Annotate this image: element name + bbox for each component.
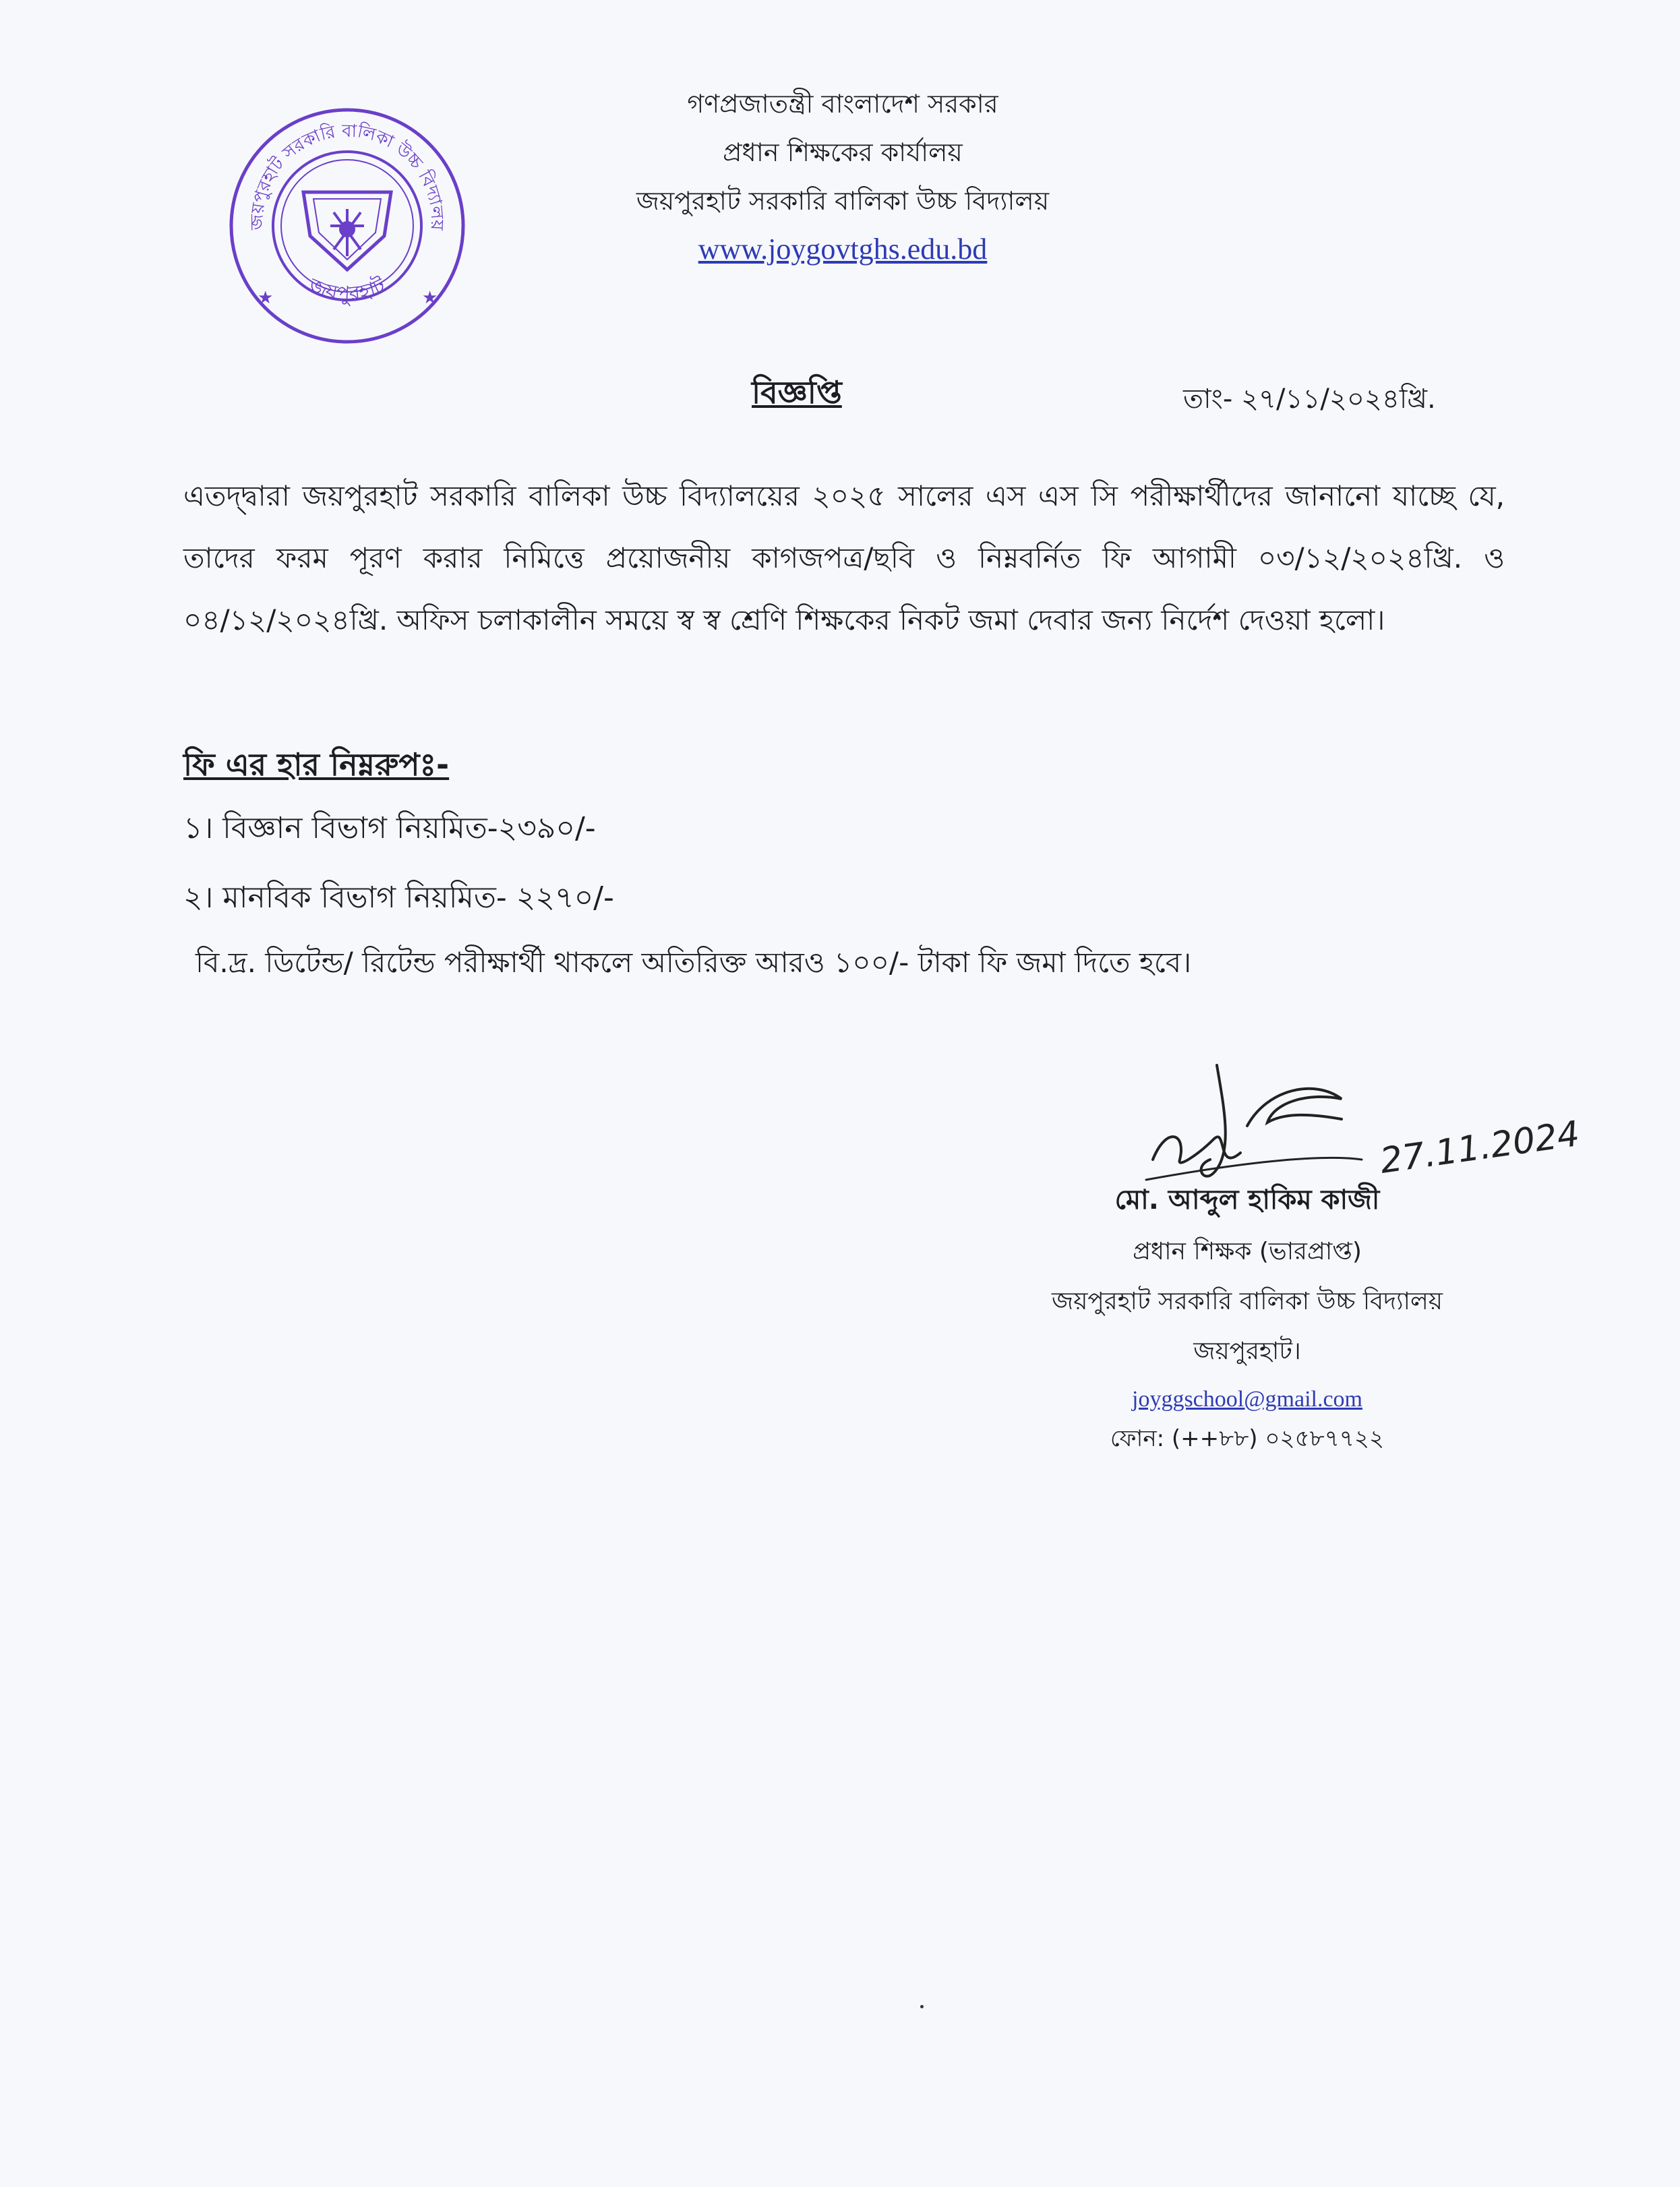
signatory-institution: জয়পুরহাট সরকারি বালিকা উচ্চ বিদ্যালয়: [1051, 1288, 1443, 1315]
email-link[interactable]: joyggschool@gmail.com: [1132, 1387, 1362, 1412]
fee-item-humanities: ২। মানবিক বিভাগ নিয়মিত- ২২৭০/-: [183, 880, 614, 915]
website-link[interactable]: www.joygovtghs.edu.bd: [698, 233, 988, 266]
signatory-block: [957, 1173, 1537, 1458]
government-title: গণপ্রজাতন্ত্রী বাংলাদেশ সরকার: [687, 89, 998, 119]
svg-text:জয়পুরহাট সরকারি বালিকা উচ্চ ব: জয়পুরহাট সরকারি বালিকা উচ্চ বিদ্যালয়: [247, 121, 448, 231]
notice-date: তাং- ২৭/১১/২০২৪খ্রি.: [1183, 384, 1436, 415]
svg-text:জয়পুরহাট: জয়পুরহাট: [305, 274, 390, 306]
office-title: প্রধান শিক্ষকের কার্যালয়: [723, 138, 963, 167]
signatory-name: মো. আব্দুল হাকিম কাজী: [1114, 1185, 1380, 1216]
school-seal-icon: [222, 101, 472, 351]
signatory-designation: প্রধান শিক্ষক (ভারপ্রাপ্ত): [1133, 1238, 1362, 1265]
letterhead: [472, 80, 1213, 274]
stray-dot: [920, 2005, 924, 2008]
svg-text:★: ★: [422, 288, 438, 308]
fee-note: বি.দ্র. ডিটেন্ড/ রিটেন্ড পরীক্ষার্থী থাকলে অতিরিক্ত আরও ১০০/- টাকা ফি জমা দিতে হবে।: [196, 946, 1192, 979]
svg-text:★: ★: [258, 288, 274, 308]
fee-item-science: ১। বিজ্ঞান বিভাগ নিয়মিত-২৩৯০/-: [183, 811, 596, 845]
notice-body: এতদ্দ্বারা জয়পুরহাট সরকারি বালিকা উচ্চ বিদ্যালয়ের ২০২৫ সালের এস এস সি পরীক্ষার্থীদের জানানো যাচ্ছে যে, তাদের ফরম পূরণ করার নিমিত্তে প্রয়োজনীয় কাগজপত্র/ছবি ও নিম্নবর্নিত ফি আগামী ০৩/১২/২০২৪খ্রি. ও ০৪/১২/২০২৪খ্রি. অফিস চলাকালীন সময়ে স্ব স্ব শ্রেণি শিক্ষকের নিকট জমা দেবার জন্য নির্দেশ দেওয়া হলো।: [183, 479, 1505, 636]
signatory-location: জয়পুরহাট।: [1193, 1338, 1301, 1365]
notice-title: বিজ্ঞপ্তি: [752, 374, 842, 411]
school-name: জয়পুরহাট সরকারি বালিকা উচ্চ বিদ্যালয়: [636, 186, 1050, 216]
handwritten-date: 27.11.2024: [1377, 1114, 1582, 1182]
phone-number: ফোন: (++৮৮) ০২৫৮৭৭২২: [1110, 1425, 1385, 1452]
fee-heading: ফি এর হার নিম্নরুপঃ-: [183, 746, 450, 783]
